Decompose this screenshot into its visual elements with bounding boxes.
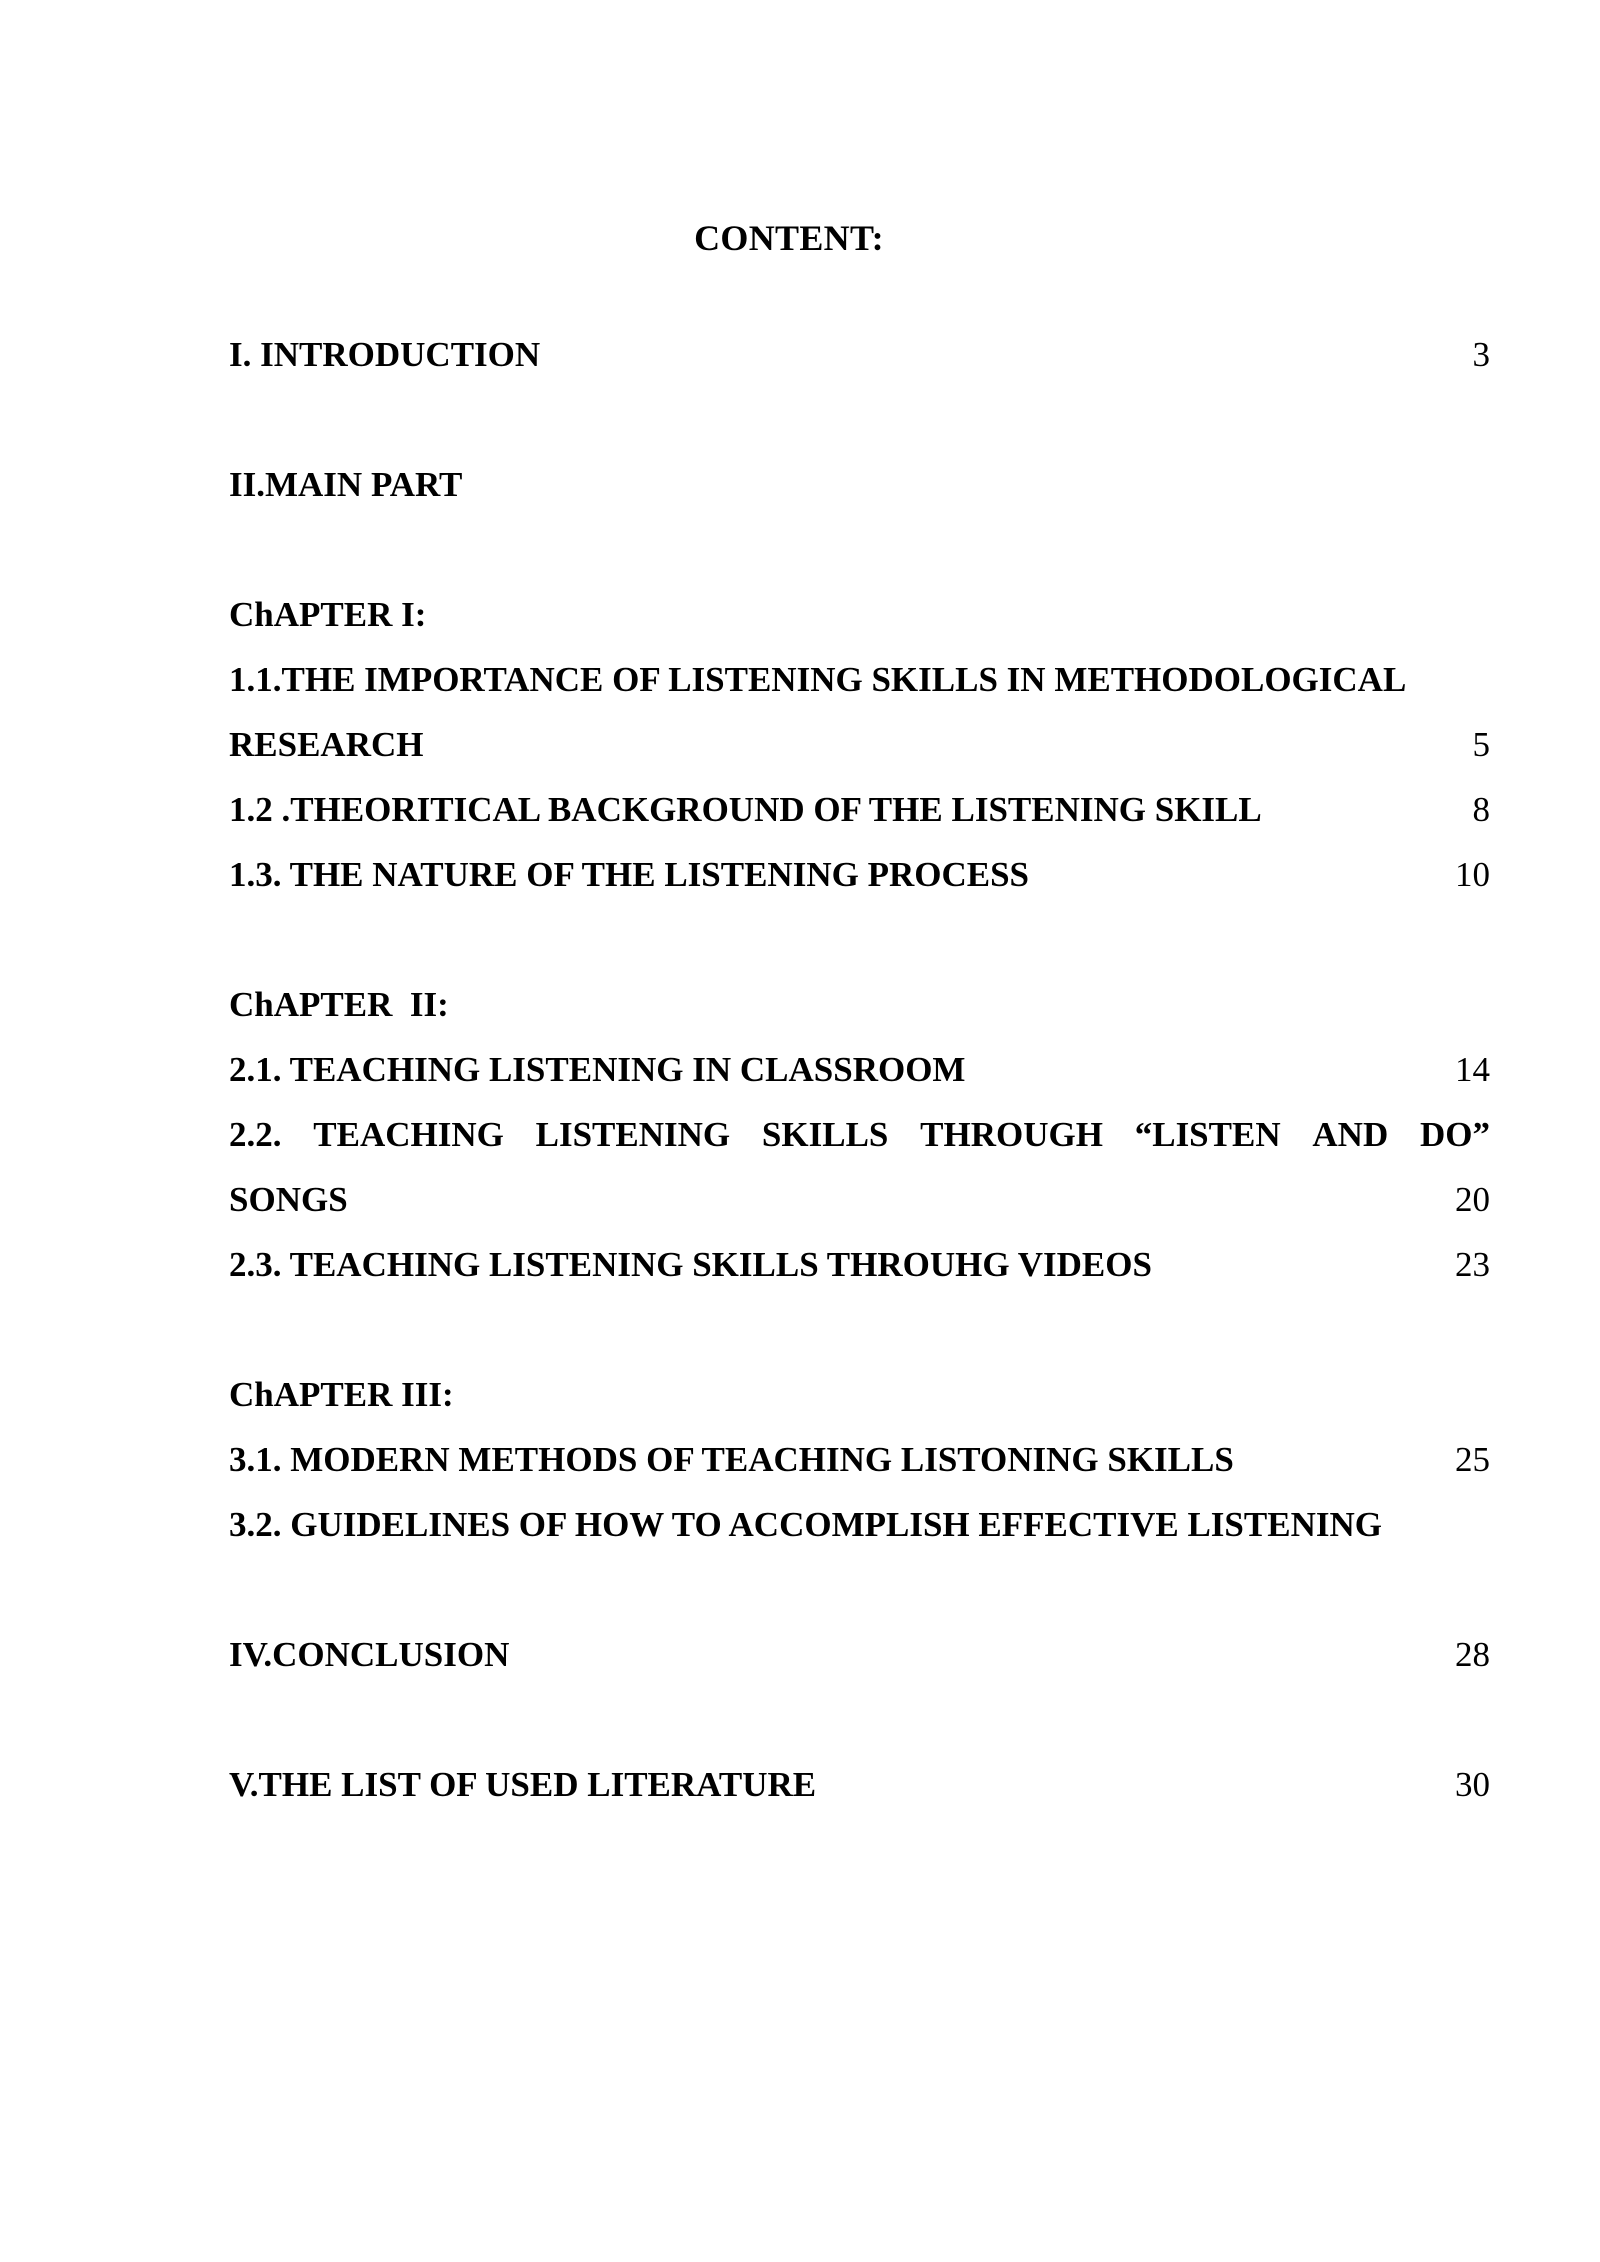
toc-entry-text: 3.1. MODERN METHODS OF TEACHING LISTONING SKILLS: [229, 1440, 1234, 1479]
toc-entry-page: 23: [1455, 1245, 1490, 1284]
toc-entry-1-2: [229, 787, 1490, 833]
toc-entry-text: ChAPTER II:: [229, 985, 449, 1024]
toc-entry-conclusion: [229, 1632, 1490, 1678]
toc-chapter-2-heading: [229, 982, 1490, 1028]
toc-entry-text: 2.3. TEACHING LISTENING SKILLS THROUHG VIDEOS: [229, 1245, 1152, 1284]
toc-word: SKILLS: [761, 1115, 889, 1154]
toc-entry-text: IV.CONCLUSION: [229, 1635, 510, 1674]
toc-entry-page: 14: [1455, 1050, 1490, 1089]
toc-entry-text: I. INTRODUCTION: [229, 335, 541, 374]
toc-entry-text: 3.2. GUIDELINES OF HOW TO ACCOMPLISH EFFECTIVE LISTENING: [229, 1505, 1382, 1544]
toc-entry-1-1-continued: [229, 722, 1490, 768]
toc-entry-text: RESEARCH: [229, 725, 424, 764]
toc-entry-text: 2.1. TEACHING LISTENING IN CLASSROOM: [229, 1050, 966, 1089]
toc-word: DO”: [1419, 1115, 1490, 1154]
toc-entry-introduction: [229, 332, 1490, 378]
toc-entry-text: SONGS: [229, 1180, 348, 1219]
toc-entry-text-justified: [229, 1112, 1490, 1158]
toc-entry-2-2-continued: [229, 1177, 1490, 1223]
toc-entry-page: 3: [1472, 335, 1490, 374]
toc-entry-1-3: [229, 852, 1490, 898]
toc-entry-page: 8: [1472, 790, 1490, 829]
toc-entry-text: ChAPTER I:: [229, 595, 427, 634]
toc-entry-text: 1.3. THE NATURE OF THE LISTENING PROCESS: [229, 855, 1030, 894]
toc-entry-3-2: [229, 1502, 1490, 1548]
toc-entry-page: 25: [1455, 1440, 1490, 1479]
toc-word: TEACHING: [313, 1115, 504, 1154]
toc-entry-3-1: [229, 1437, 1490, 1483]
toc-chapter-1-heading: [229, 592, 1490, 638]
toc-entry-page: 30: [1455, 1765, 1490, 1804]
toc-entry-page: 28: [1455, 1635, 1490, 1674]
toc-entry-page: 10: [1455, 855, 1490, 894]
toc-entry-text: II.MAIN PART: [229, 465, 463, 504]
page-title: CONTENT:: [694, 218, 884, 258]
toc-entry-literature: [229, 1762, 1490, 1808]
toc-entry-2-2: [229, 1112, 1490, 1158]
toc-entry-text: 1.2 .THEORITICAL BACKGROUND OF THE LISTENING SKILL: [229, 790, 1262, 829]
toc-entry-2-3: [229, 1242, 1490, 1288]
toc-entry-text: ChAPTER III:: [229, 1375, 454, 1414]
toc-entry-1-1: [229, 657, 1490, 703]
toc-entry-text: 1.1.THE IMPORTANCE OF LISTENING SKILLS IN METHODOLOGICAL: [229, 660, 1407, 699]
toc-word: “LISTEN: [1134, 1115, 1281, 1154]
toc-entry-page: 5: [1472, 725, 1490, 764]
toc-entry-main-part: [229, 462, 1490, 508]
toc-entry-text: V.THE LIST OF USED LITERATURE: [229, 1765, 817, 1804]
toc-chapter-3-heading: [229, 1372, 1490, 1418]
toc-word: 2.2.: [229, 1115, 282, 1154]
toc-word: THROUGH: [920, 1115, 1103, 1154]
toc-word: LISTENING: [535, 1115, 731, 1154]
toc-entry-page: 20: [1455, 1180, 1490, 1219]
toc-entry-2-1: [229, 1047, 1490, 1093]
toc-word: AND: [1312, 1115, 1389, 1154]
